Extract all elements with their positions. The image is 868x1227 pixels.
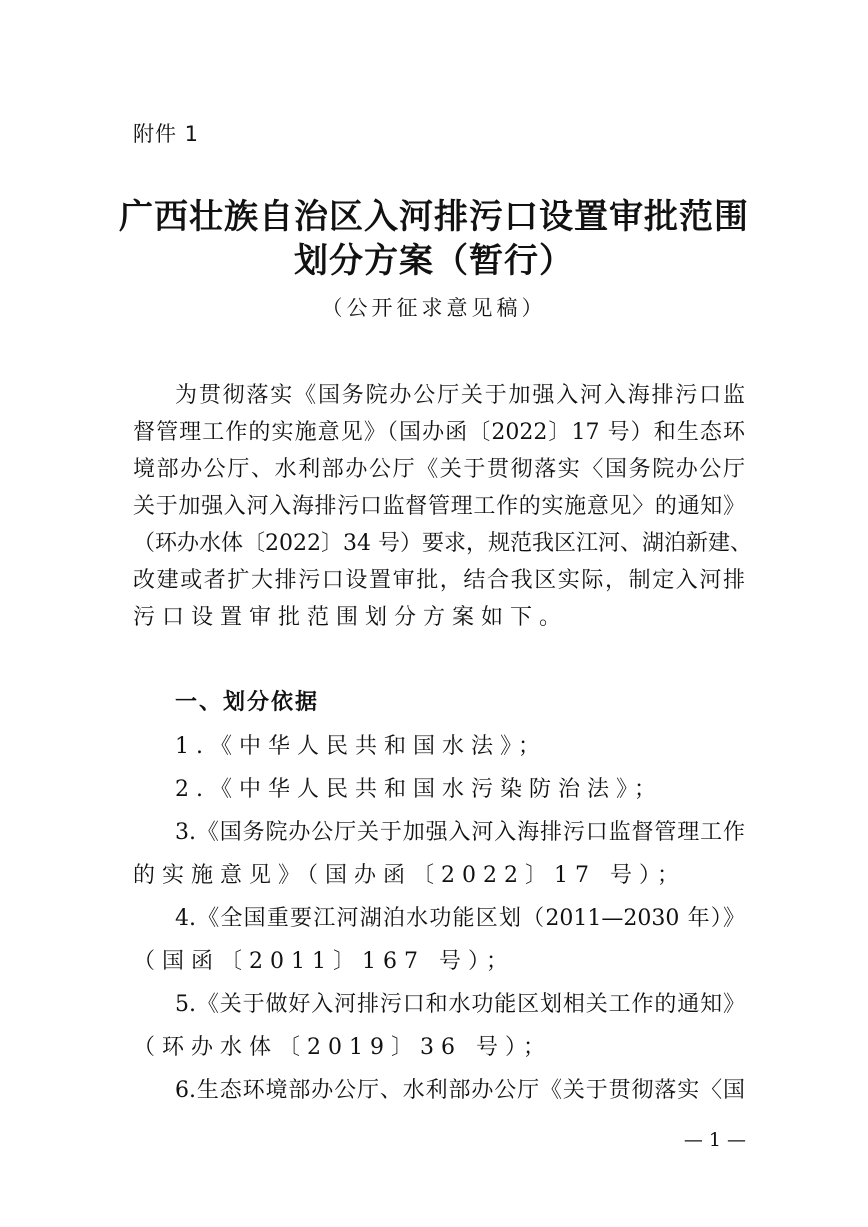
- basis-item: 2.《中华人民共和国水污染防治法》；: [175, 777, 663, 802]
- basis-item-continued: （国函〔2011〕167 号）；: [133, 949, 515, 974]
- basis-item: 4.《全国重要江河湖泊水功能区划（2011—2030 年）》: [175, 906, 745, 931]
- basis-item-continued: （环办水体〔2019〕36 号）；: [133, 1035, 552, 1060]
- intro-line: 污口设置审批范围划分方案如下。: [133, 605, 569, 630]
- intro-line: 境部办公厅、水利部办公厅《关于贯彻落实〈国务院办公厅: [133, 457, 745, 482]
- basis-item: 5.《关于做好入河排污口和水功能区划相关工作的通知》: [175, 992, 745, 1017]
- intro-line: 督管理工作的实施意见》（国办函〔2022〕17 号）和生态环: [133, 420, 745, 445]
- basis-item: 6.生态环境部办公厅、水利部办公厅《关于贯彻落实〈国: [175, 1078, 745, 1103]
- page-number: — 1 —: [683, 1129, 746, 1151]
- basis-item-continued: 的实施意见》（国办函〔2022〕17 号）；: [133, 863, 686, 888]
- intro-line: 关于加强入河入海排污口监督管理工作的实施意见〉的通知》: [133, 494, 745, 519]
- document-title-line-1: 广西壮族自治区入河排污口设置审批范围: [119, 197, 749, 237]
- section-heading: 一、划分依据: [175, 690, 320, 715]
- intro-line: 改建或者扩大排污口设置审批，结合我区实际，制定入河排: [133, 568, 745, 593]
- document-title-line-2: 划分方案（暂行）: [294, 241, 574, 281]
- intro-line: 为贯彻落实《国务院办公厅关于加强入河入海排污口监: [175, 383, 745, 408]
- attachment-label: 附件 1: [133, 122, 200, 146]
- intro-line: （环办水体〔2022〕34 号）要求，规范我区江河、湖泊新建、: [133, 531, 752, 556]
- document-subtitle: （公开征求意见稿）: [321, 296, 547, 320]
- basis-item: 1.《中华人民共和国水法》；: [175, 734, 547, 759]
- basis-item: 3.《国务院办公厅关于加强入河入海排污口监督管理工作: [175, 820, 745, 845]
